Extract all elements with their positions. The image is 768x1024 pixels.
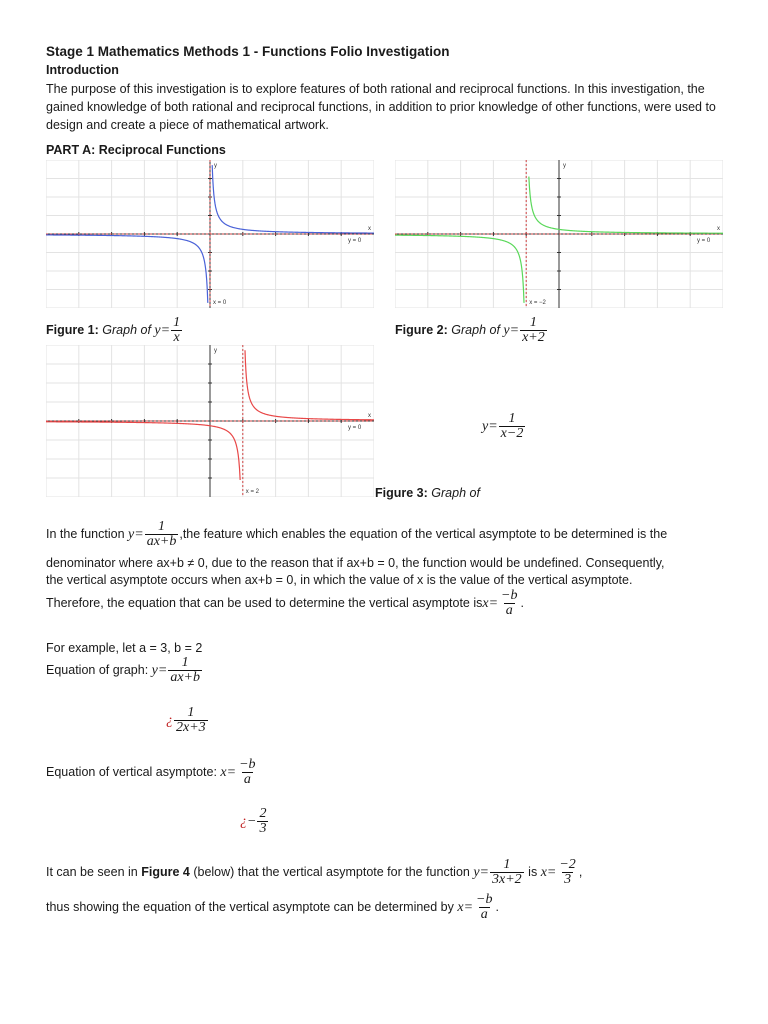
figure-2-eq-lhs: y= — [503, 322, 520, 338]
figure-1-eq-den: x — [173, 330, 180, 345]
curve-right-branch — [529, 177, 723, 234]
x-axis-label: x — [717, 226, 720, 232]
para1-eq-den: ax+b — [146, 534, 177, 549]
example-intro: For example, let a = 3, b = 2 — [46, 641, 203, 655]
curve-left-branch — [46, 235, 208, 303]
x-axis-label: x — [368, 413, 371, 419]
figure-3-eq-lhs: y= — [482, 418, 498, 434]
example-va-den: a — [243, 772, 251, 787]
conclusion-eq2-num: −b — [476, 892, 493, 907]
conclusion-comma: , — [578, 864, 583, 879]
figure-3-graph — [46, 345, 374, 497]
example-va-label: Equation of vertical asymptote: — [46, 764, 217, 779]
conclusion-ans-lhs: x= — [540, 864, 557, 880]
figure-2-label: Figure 2: — [395, 322, 448, 337]
figure-3-caption-text: Graph of — [431, 486, 480, 500]
conclusion-line1 — [46, 858, 582, 887]
figure-3-caption — [375, 486, 480, 500]
para1-eq2-lhs: x= — [482, 595, 499, 611]
example-graph-eq-lhs: y= — [151, 662, 168, 678]
x-axis-label: x — [368, 226, 371, 232]
para1-line1 — [46, 520, 667, 549]
horizontal-asymptote-label: y = 0 — [697, 238, 711, 244]
para1-end: . — [520, 595, 524, 610]
curve-right-branch — [212, 165, 374, 233]
y-axis-label: y — [214, 348, 217, 354]
para1-eq2-num: −b — [501, 588, 518, 603]
example-sub-symbol: ¿ — [166, 712, 173, 728]
conclusion-line2 — [46, 893, 499, 922]
curve-left-branch — [46, 422, 240, 480]
para1-post: ,the feature which enables the equation of the vertical asymptote to be determined is the — [179, 526, 668, 541]
para1-line4 — [46, 589, 524, 618]
example-va-sub-symbol: ¿ — [240, 813, 247, 829]
conclusion-eq2-den: a — [480, 907, 488, 922]
horizontal-asymptote-label: y = 0 — [348, 238, 362, 244]
figure-1-eq-num: 1 — [173, 315, 181, 330]
figure-2-graph — [395, 160, 723, 308]
figure-2-caption — [395, 316, 548, 345]
figure-1-caption — [46, 316, 183, 345]
vertical-asymptote-label: x = 0 — [213, 300, 227, 306]
intro-heading: Introduction — [46, 63, 119, 77]
figure-1-graph — [46, 160, 374, 308]
para1-line4-text: Therefore, the equation that can be used to determine the vertical asymptote is — [46, 595, 483, 610]
example-va-substitution — [240, 807, 269, 836]
para1-line3: the vertical asymptote occurs when ax+b = 0, in which the value of x is the value of the vertical asymptote. — [46, 573, 633, 587]
conclusion-ans-den: 3 — [564, 872, 572, 887]
example-va-sub-neg: − — [247, 813, 257, 829]
y-axis-label: y — [563, 163, 566, 169]
para1-eq2-den: a — [505, 603, 513, 618]
part-a-heading: PART A: Reciprocal Functions — [46, 143, 226, 157]
conclusion-eq-den: 3x+2 — [492, 872, 522, 887]
figure-1-label: Figure 1: — [46, 322, 99, 337]
para1-pre: In the function — [46, 526, 125, 541]
figure-1-eq-lhs: y= — [154, 322, 171, 338]
example-va-num: −b — [239, 757, 256, 772]
example-graph-eq-num: 1 — [181, 655, 189, 670]
conclusion-eq-num: 1 — [503, 857, 511, 872]
figure-3-eq-num: 1 — [508, 411, 516, 426]
para1-line2: denominator where ax+b ≠ 0, due to the reason that if ax+b = 0, the function would be undefined. Consequently, — [46, 556, 665, 570]
conclusion-is: is — [528, 864, 538, 879]
figure-2-caption-text: Graph of — [451, 322, 500, 337]
vertical-asymptote-label: x = −2 — [529, 300, 546, 306]
curve-left-branch — [395, 235, 524, 303]
example-graph-eq — [46, 656, 203, 685]
intro-paragraph: The purpose of this investigation is to explore features of both rational and reciprocal functions. In this investigation, the gained knowledge of both rational and reciprocal functions, in addition to prior knowledge of other functions, were used to design and create a piece of mathematical artwork. — [46, 82, 716, 132]
example-sub-den: 2x+3 — [176, 720, 206, 735]
example-va-lhs: x= — [220, 764, 237, 780]
figure-3-equation — [482, 412, 526, 441]
conclusion-pre: It can be seen in — [46, 864, 138, 879]
para1-eq-num: 1 — [158, 519, 166, 534]
y-axis-label: y — [214, 163, 217, 169]
conclusion-mid: (below) that the vertical asymptote for the function — [193, 864, 470, 879]
example-va-sub-num: 2 — [259, 806, 267, 821]
figure-1-caption-text: Graph of — [102, 322, 151, 337]
figure-2-eq-num: 1 — [529, 315, 537, 330]
para1-eq-lhs: y= — [128, 526, 144, 542]
conclusion-end: . — [495, 899, 499, 914]
figure-3-eq-den: x−2 — [500, 426, 524, 441]
conclusion-eq2-lhs: x= — [457, 899, 474, 915]
figure-2-eq-den: x+2 — [522, 330, 545, 345]
example-va-eq — [46, 758, 259, 787]
conclusion-ans-num: −2 — [559, 857, 576, 872]
document-title: Stage 1 Mathematics Methods 1 - Functions Folio Investigation — [46, 44, 450, 59]
horizontal-asymptote-label: y = 0 — [348, 425, 362, 431]
example-graph-label: Equation of graph: — [46, 662, 149, 677]
example-va-sub-den: 3 — [259, 821, 267, 836]
vertical-asymptote-label: x = 2 — [245, 489, 259, 495]
conclusion-figure-ref: Figure 4 — [141, 864, 190, 879]
conclusion-eq-lhs: y= — [473, 864, 490, 880]
example-graph-eq-den: ax+b — [170, 670, 200, 685]
conclusion-line2-text: thus showing the equation of the vertical asymptote can be determined by — [46, 899, 454, 914]
figure-3-label: Figure 3: — [375, 486, 428, 500]
curve-right-branch — [245, 350, 374, 420]
example-sub-num: 1 — [187, 705, 195, 720]
example-substitution — [166, 706, 209, 735]
